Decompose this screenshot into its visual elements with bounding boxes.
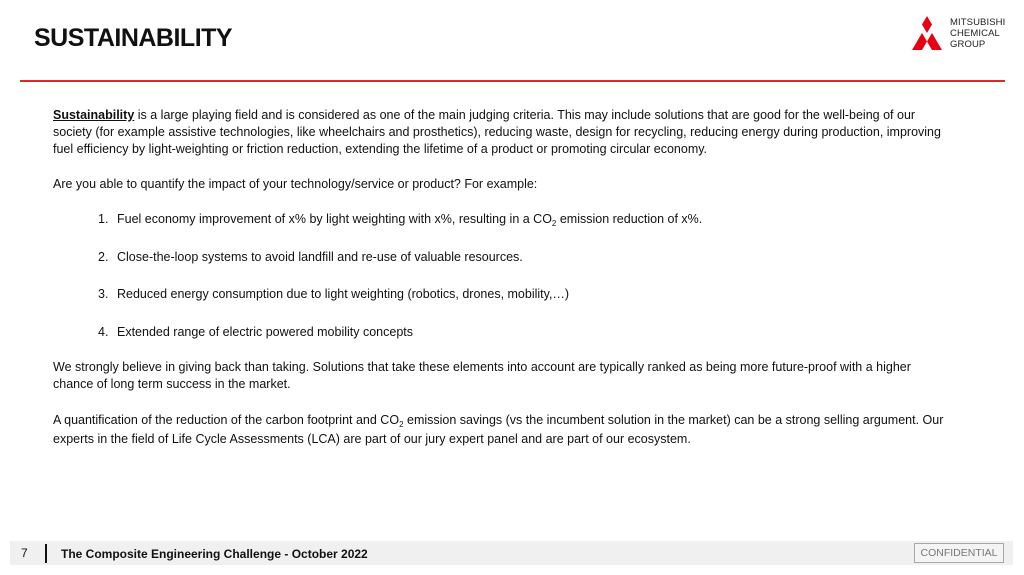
quantification-text: A quantification of the reduction of the carbon footprint and CO	[53, 412, 400, 427]
example-list	[53, 211, 953, 341]
company-logo	[908, 15, 1008, 55]
slide-body	[53, 107, 953, 449]
subscript: 2	[551, 219, 557, 228]
footer-divider	[45, 544, 47, 563]
logo-line-2: CHEMICAL	[950, 28, 1000, 39]
list-item	[53, 211, 953, 228]
confidential-badge: CONFIDENTIAL	[914, 543, 1004, 563]
quantification-paragraph	[53, 411, 953, 449]
subscript: 2	[399, 419, 404, 429]
three-diamonds-logo-icon	[908, 16, 946, 50]
logo-line-1: MITSUBISHI	[950, 17, 1006, 28]
belief-paragraph: We strongly believe in giving back than taking. Solutions that take these elements into account are typically ranked as being more future-proof with a higher chance of long term success in the market.	[53, 359, 911, 391]
list-item	[53, 286, 953, 303]
intro-paragraph	[53, 107, 953, 158]
intro-text: is a large playing field and is considered as one of the main judging criteria. This may include solutions that are good for the well-being of our society (for example assistive technologies, like wheelchairs and prosthetics), reducing waste, design for recycling, reducing energy during production, improving fuel efficiency by light-weighting or friction reduction, extending the lifetime of a product or promoting circular economy.	[53, 108, 941, 156]
list-item	[53, 249, 953, 266]
list-item-text: Fuel economy improvement of x% by light weighting with x%, resulting in a CO	[117, 212, 552, 226]
list-item-number: 4.	[98, 324, 109, 339]
header-divider	[20, 80, 1005, 82]
footer-title: The Composite Engineering Challenge - October 2022	[61, 547, 368, 561]
list-item-text-after: emission reduction of x%.	[556, 212, 703, 226]
quantification-text-after: emission savings (vs the incumbent solution in the market) can be a strong selling argument. Our experts in the field of Life Cycle Assessments (LCA) are part of our jury expert panel and are part of our ecosystem.	[53, 412, 944, 446]
list-item-text: Extended range of electric powered mobility concepts	[117, 324, 413, 339]
page-number: 7	[21, 546, 28, 560]
list-item-text: Reduced energy consumption due to light weighting (robotics, drones, mobility,…)	[117, 287, 570, 301]
logo-line-3: GROUP	[950, 39, 986, 50]
list-item-number: 1.	[98, 212, 109, 226]
page-title: SUSTAINABILITY	[34, 24, 233, 52]
question-paragraph: Are you able to quantify the impact of your technology/service or product? For example:	[53, 177, 538, 191]
footer-bar	[10, 541, 1013, 565]
list-item-number: 2.	[98, 249, 109, 264]
list-item-number: 3.	[98, 287, 109, 301]
intro-term: Sustainability	[53, 108, 135, 122]
logo-wordmark	[950, 17, 1005, 50]
list-item-text: Close-the-loop systems to avoid landfill and re-use of valuable resources.	[117, 249, 523, 264]
list-item	[53, 324, 953, 341]
